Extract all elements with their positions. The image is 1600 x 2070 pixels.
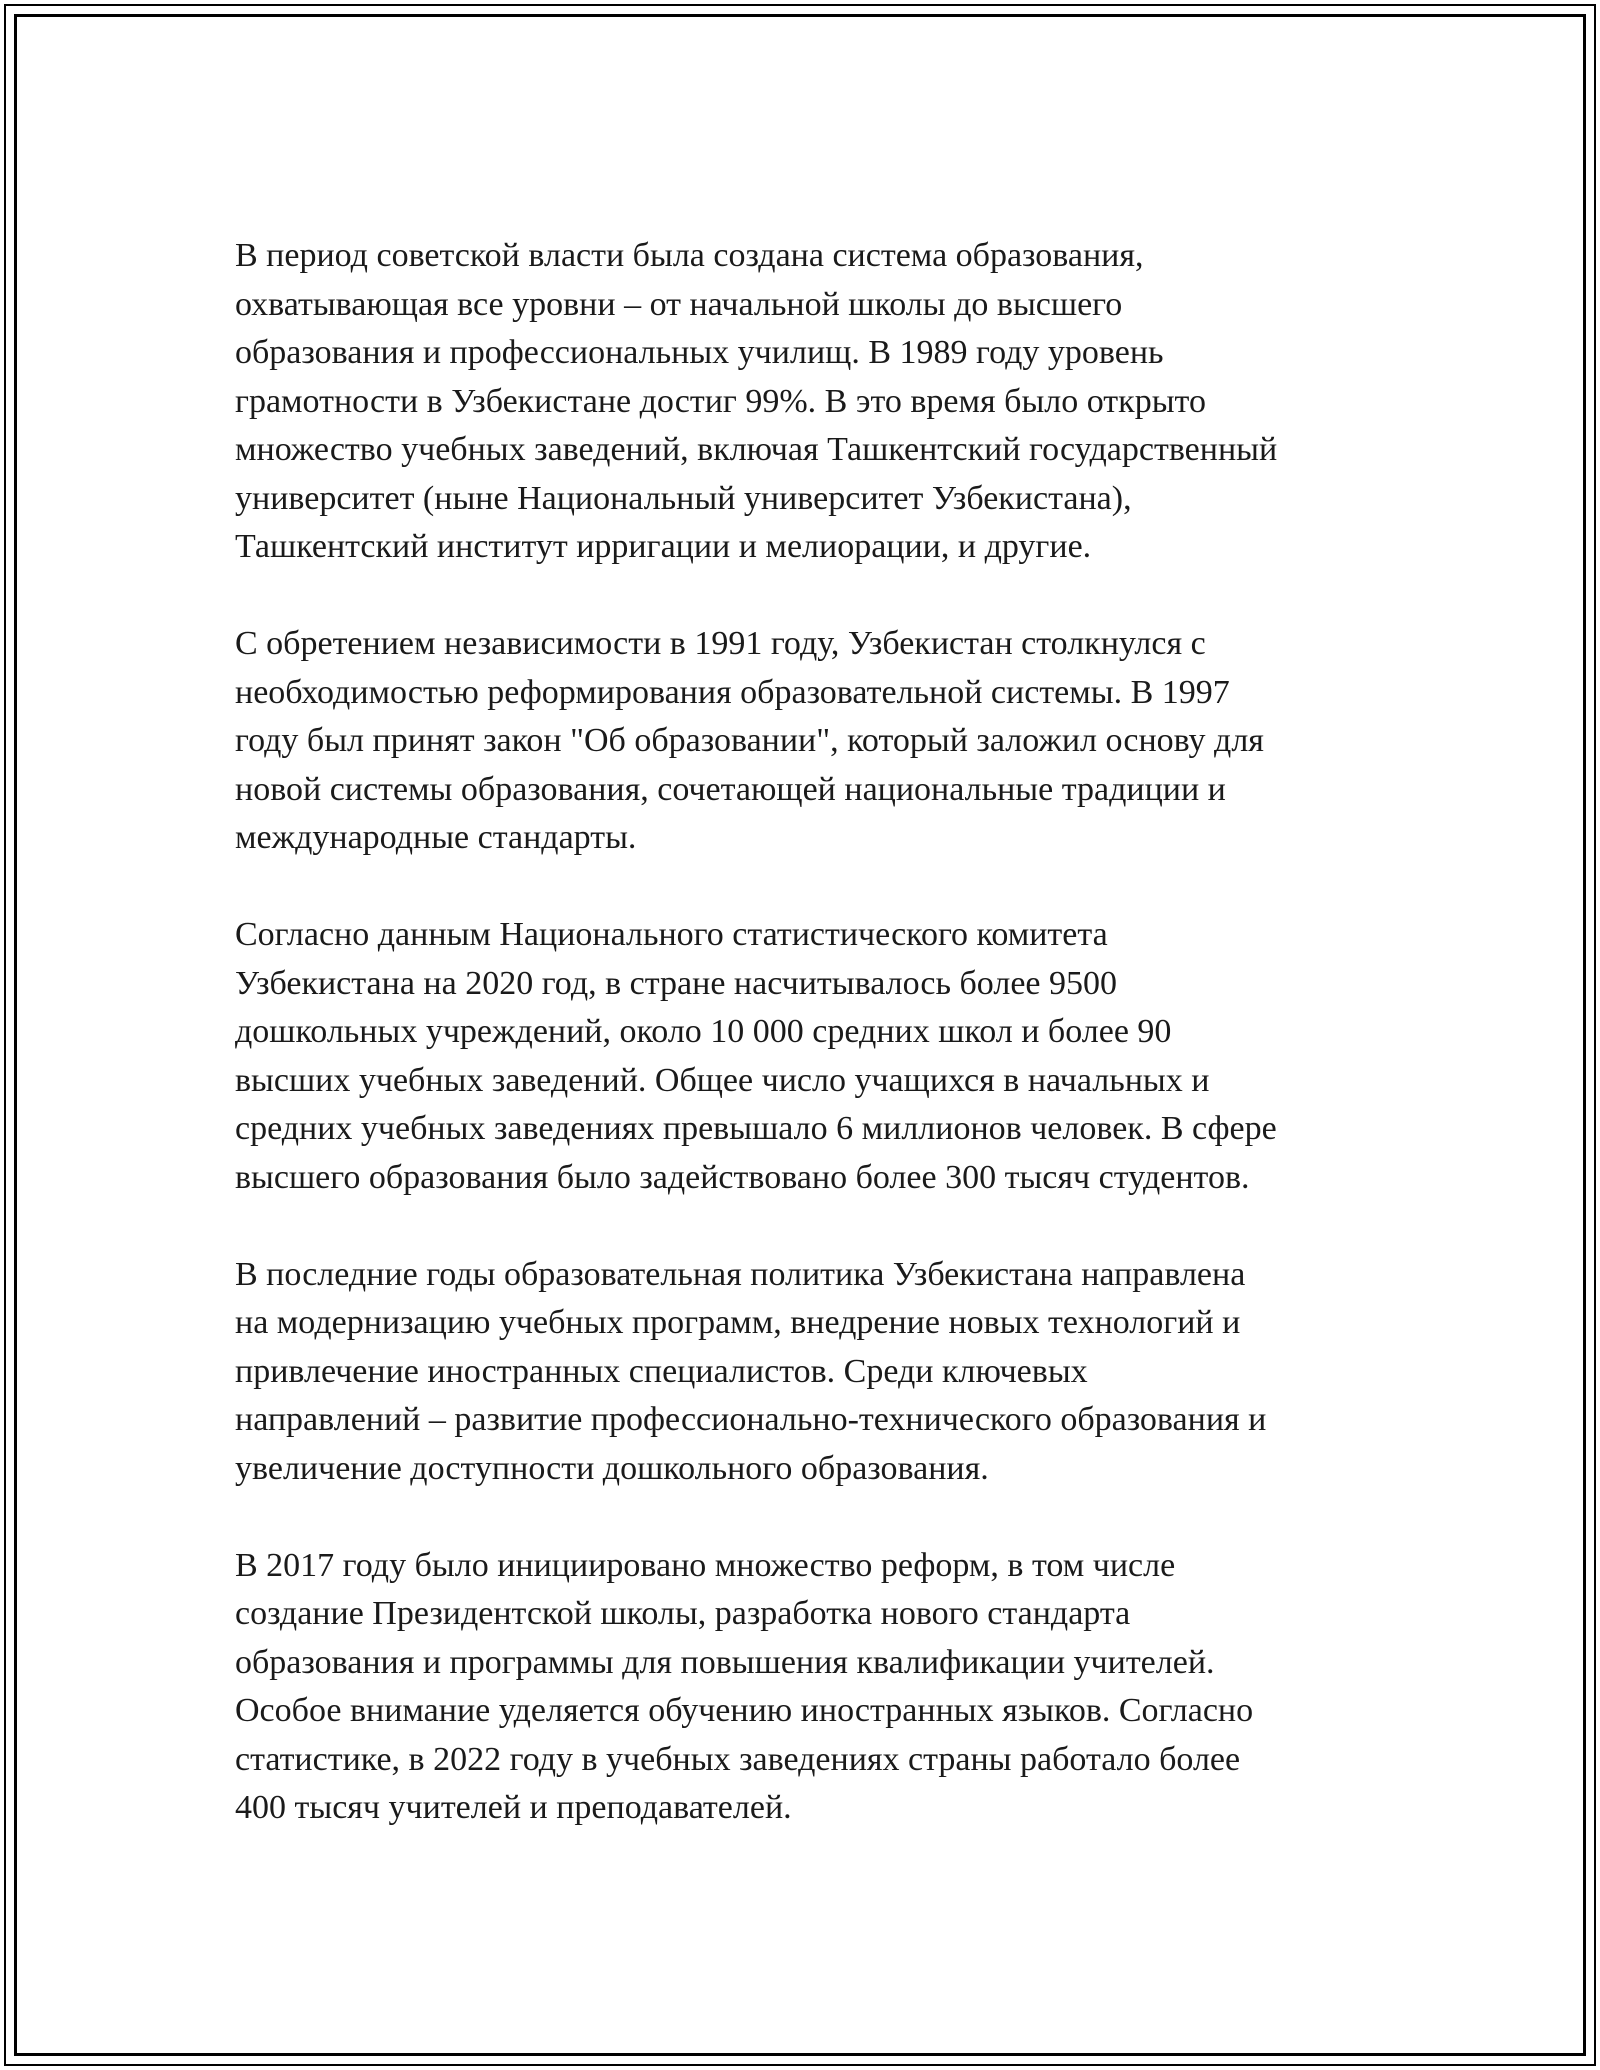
- text-line: средних учебных заведениях превышало 6 миллионов человек. В сфере: [235, 1110, 1277, 1147]
- text-line: увеличение доступности дошкольного образования.: [235, 1449, 989, 1487]
- text-line: образования и программы для повышения квалификации учителей.: [235, 1643, 1215, 1681]
- text-line: охватывающая все уровни – от начальной школы до высшего: [235, 285, 1123, 323]
- text-line: новой системы образования, сочетающей национальные традиции и: [235, 770, 1226, 808]
- text-line: В период советской власти была создана система образования,: [235, 237, 1144, 274]
- paragraph-soviet-era: [235, 232, 1395, 572]
- text-line: привлечение иностранных специалистов. Среди ключевых: [235, 1352, 1088, 1390]
- text-line: высших учебных заведений. Общее число учащихся в начальных и: [235, 1061, 1210, 1099]
- text-line: С обретением независимости в 1991 году, Узбекистан столкнулся с: [235, 625, 1206, 662]
- text-line: множество учебных заведений, включая Ташкентский государственный: [235, 431, 1278, 468]
- text-line: международные стандарты.: [235, 819, 637, 856]
- text-line: году был принят закон "Об образовании", который заложил основу для: [235, 722, 1264, 759]
- text-line: создание Президентской школы, разработка нового стандарта: [235, 1595, 1131, 1632]
- paragraph-recent-policy: [235, 1251, 1395, 1494]
- text-line: высшего образования было задействовано более 300 тысяч студентов.: [235, 1158, 1250, 1196]
- text-line: Ташкентский институт ирригации и мелиорации, и другие.: [235, 528, 1092, 565]
- text-line: 400 тысяч учителей и преподавателей.: [235, 1789, 792, 1826]
- text-line: образования и профессиональных училищ. В 1989 году уровень: [235, 334, 1164, 371]
- paragraph-statistics-2020: [235, 911, 1395, 1202]
- text-line: на модернизацию учебных программ, внедрение новых технологий и: [235, 1304, 1241, 1341]
- text-line: В последние годы образовательная политика Узбекистана направлена: [235, 1255, 1246, 1293]
- text-line: Согласно данным Национального статистического комитета: [235, 916, 1108, 953]
- text-line: Узбекистана на 2020 год, в стране насчитывалось более 9500: [235, 964, 1118, 1002]
- document-body: [235, 232, 1395, 1881]
- text-line: статистике, в 2022 году в учебных заведениях страны работало более: [235, 1740, 1241, 1778]
- text-line: направлений – развитие профессионально-технического образования и: [235, 1401, 1267, 1438]
- text-line: дошкольных учреждений, около 10 000 средних школ и более 90: [235, 1013, 1172, 1050]
- text-line: Особое внимание уделяется обучению иностранных языков. Согласно: [235, 1692, 1254, 1729]
- text-line: университет (ныне Национальный университет Узбекистана),: [235, 479, 1132, 517]
- text-line: грамотности в Узбекистане достиг 99%. В это время было открыто: [235, 382, 1206, 420]
- text-line: необходимостью реформирования образовательной системы. В 1997: [235, 673, 1230, 711]
- paragraph-reforms-2017: [235, 1542, 1395, 1833]
- paragraph-independence: [235, 620, 1395, 863]
- text-line: В 2017 году было инициировано множество реформ, в том числе: [235, 1546, 1176, 1584]
